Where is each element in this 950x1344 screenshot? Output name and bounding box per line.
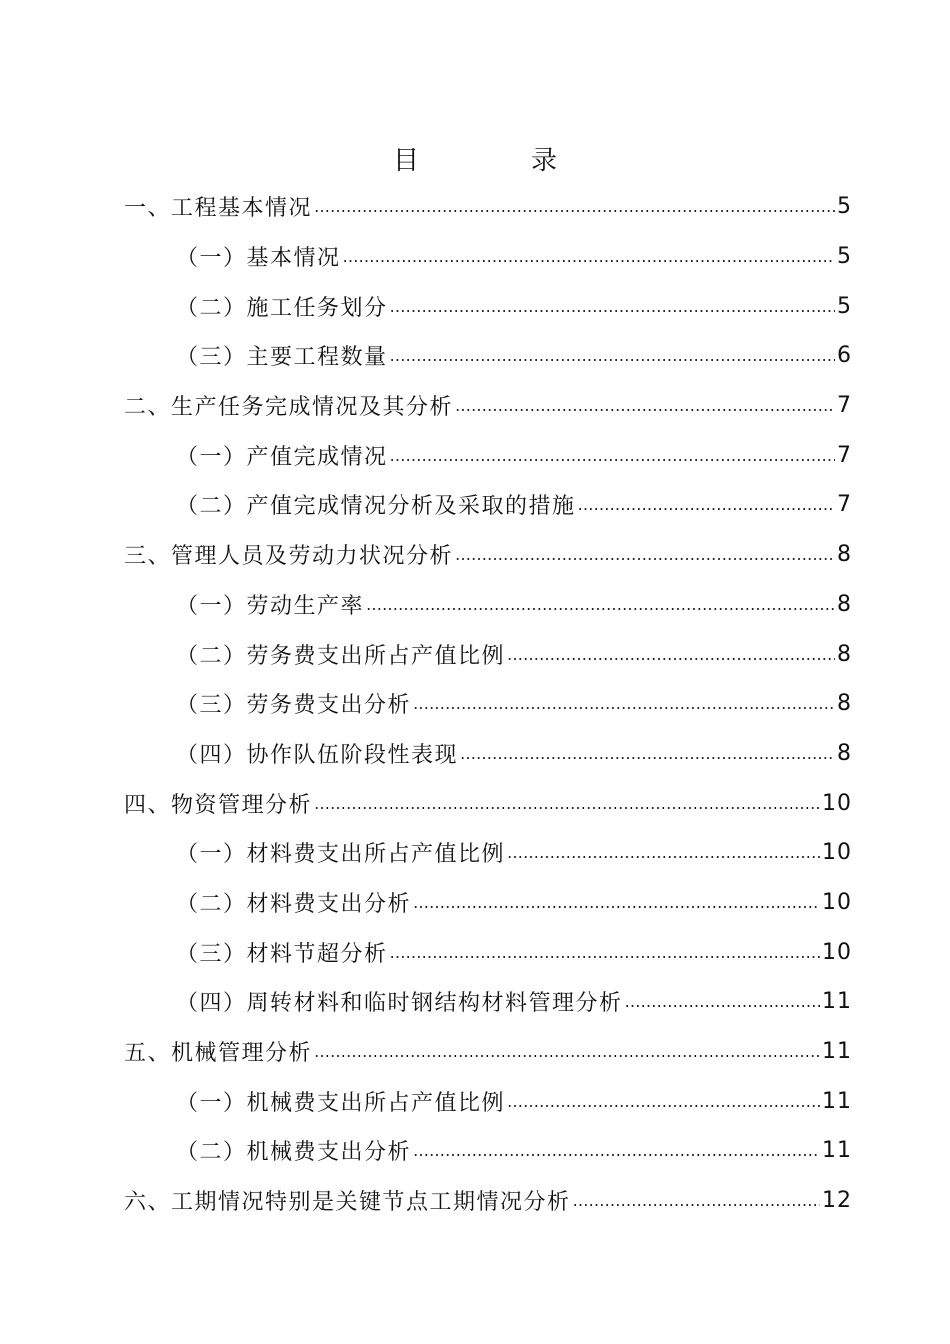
toc-entry-page-number: 5 [837, 293, 852, 319]
toc-entry-page-number: 5 [837, 244, 852, 270]
toc-entry[interactable] [124, 927, 852, 977]
toc-entry[interactable] [124, 977, 852, 1027]
toc-entry[interactable] [124, 430, 852, 480]
toc-entry[interactable] [124, 679, 852, 729]
toc-dot-leader [625, 992, 820, 1011]
toc-entry[interactable] [124, 530, 852, 580]
toc-entry-text: （一）劳动生产率 [176, 593, 365, 619]
toc-dot-leader [413, 694, 835, 713]
toc-entry-text: （三）材料节超分析 [176, 941, 388, 967]
toc-entry-text: （三）劳务费支出分析 [176, 693, 412, 719]
toc-entry-page-number: 10 [822, 790, 852, 816]
toc-entry[interactable] [124, 232, 852, 282]
toc-dot-leader [460, 744, 835, 763]
toc-entry-text: （一）机械费支出所占产值比例 [176, 1090, 506, 1116]
toc-dot-leader [573, 1191, 820, 1210]
toc-entry[interactable] [124, 331, 852, 381]
toc-entry-text: 五、机械管理分析 [124, 1041, 313, 1067]
toc-dot-leader [578, 495, 835, 514]
toc-entry[interactable] [124, 729, 852, 779]
toc-entry-text: （一）产值完成情况 [176, 444, 388, 470]
toc-entry-text: 四、物资管理分析 [124, 792, 313, 818]
toc-entry-text: （二）机械费支出分析 [176, 1140, 412, 1166]
toc-entry[interactable] [124, 182, 852, 232]
toc-entry-text: （二）劳务费支出所占产值比例 [176, 643, 506, 669]
toc-entry-page-number: 7 [837, 393, 852, 419]
toc-dot-leader [507, 843, 820, 862]
toc-dot-leader [507, 645, 835, 664]
toc-entry-page-number: 5 [837, 194, 852, 220]
toc-entry[interactable] [124, 1126, 852, 1176]
toc-entry[interactable] [124, 1076, 852, 1126]
toc-entry-text: （二）施工任务划分 [176, 295, 388, 321]
toc-entry-page-number: 7 [837, 492, 852, 518]
toc-entry-text: （一）材料费支出所占产值比例 [176, 842, 506, 868]
toc-entry-text: （二）产值完成情况分析及采取的措施 [176, 494, 576, 520]
toc-dot-leader [390, 943, 820, 962]
toc-dot-leader [390, 346, 835, 365]
toc-dot-leader [314, 1042, 820, 1061]
toc-entry[interactable] [124, 828, 852, 878]
toc-entry-page-number: 8 [837, 641, 852, 667]
toc-entry-text: （二）材料费支出分析 [176, 891, 412, 917]
toc-dot-leader [366, 595, 835, 614]
toc-entry[interactable] [124, 1027, 852, 1077]
toc-entry-page-number: 7 [837, 442, 852, 468]
toc-entry-page-number: 11 [822, 1138, 852, 1164]
toc-entry-page-number: 10 [822, 840, 852, 866]
toc-dot-leader [390, 446, 835, 465]
toc-dot-leader [390, 297, 835, 316]
toc-entry-text: 一、工程基本情况 [124, 196, 313, 222]
toc-dot-leader [343, 247, 835, 266]
toc-entry-page-number: 11 [822, 1088, 852, 1114]
toc-entry-text: 二、生产任务完成情况及其分析 [124, 395, 454, 421]
toc-entry-text: （一）基本情况 [176, 246, 341, 272]
toc-entry-page-number: 11 [822, 1039, 852, 1065]
toc-title [0, 140, 950, 177]
toc-entry-page-number: 8 [837, 740, 852, 766]
toc-entry[interactable] [124, 480, 852, 530]
toc-list [124, 182, 852, 1225]
toc-entry-page-number: 8 [837, 691, 852, 717]
toc-entry-text: （四）协作队伍阶段性表现 [176, 742, 459, 768]
toc-entry-page-number: 8 [837, 542, 852, 568]
toc-entry-text: （三）主要工程数量 [176, 345, 388, 371]
toc-entry-page-number: 12 [822, 1188, 852, 1214]
toc-entry-page-number: 10 [822, 889, 852, 915]
toc-entry[interactable] [124, 878, 852, 928]
toc-entry-text: （四）周转材料和临时钢结构材料管理分析 [176, 991, 623, 1017]
toc-title-right: 录 [531, 146, 558, 176]
toc-entry-page-number: 6 [837, 343, 852, 369]
toc-entry[interactable] [124, 1176, 852, 1226]
toc-entry[interactable] [124, 281, 852, 331]
toc-entry-page-number: 11 [822, 989, 852, 1015]
toc-entry-text: 三、管理人员及劳动力状况分析 [124, 544, 454, 570]
toc-dot-leader [314, 794, 820, 813]
toc-entry[interactable] [124, 629, 852, 679]
toc-dot-leader [413, 1141, 820, 1160]
toc-entry[interactable] [124, 381, 852, 431]
toc-entry-text: 六、工期情况特别是关键节点工期情况分析 [124, 1190, 571, 1216]
toc-dot-leader [314, 197, 835, 216]
toc-title-left: 目 [392, 146, 419, 176]
toc-dot-leader [455, 396, 835, 415]
toc-dot-leader [413, 893, 820, 912]
toc-entry-page-number: 8 [837, 591, 852, 617]
toc-entry[interactable] [124, 580, 852, 630]
toc-entry-page-number: 10 [822, 939, 852, 965]
toc-entry[interactable] [124, 778, 852, 828]
toc-dot-leader [507, 1092, 820, 1111]
toc-dot-leader [455, 545, 835, 564]
